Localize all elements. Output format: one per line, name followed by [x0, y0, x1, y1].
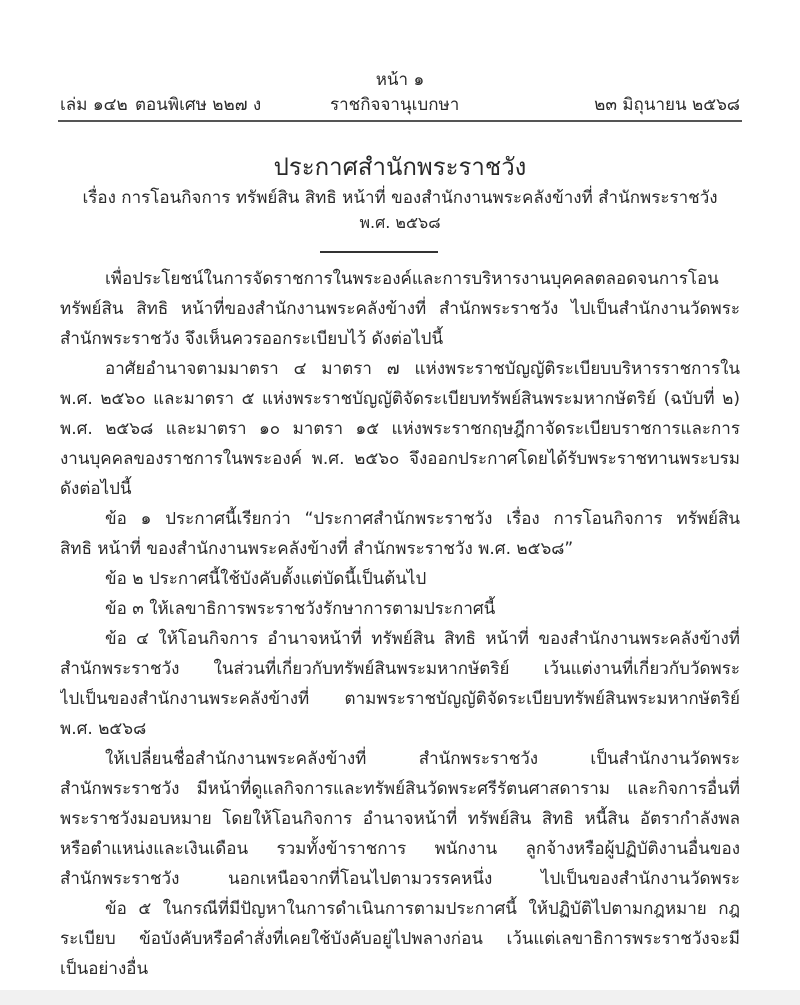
body-line: ไปเป็นของสำนักงานพระคลังข้างที่ ตามพระราชบัญญัติจัดระเบียบทรัพย์สินพระมหากษัตริย์ [60, 689, 740, 709]
header-divider [58, 120, 742, 122]
body-line: ให้เปลี่ยนชื่อสำนักงานพระคลังข้างที่ สำนักพระราชวัง เป็นสำนักงานวัดพระ [105, 749, 740, 769]
body-line: ข้อ ๒ ประกาศนี้ใช้บังคับตั้งแต่บัดนี้เป็นต้นไป [105, 569, 427, 589]
body-line: พระราชวังมอบหมาย โดยให้โอนกิจการ อำนาจหน้าที่ ทรัพย์สิน สิทธิ หนี้สิน อัตรากำลังพล [60, 809, 740, 829]
body-line: งานบุคคลของราชการในพระองค์ พ.ศ. ๒๕๖๐ จึงออกประกาศโดยได้รับพระราชทานพระบรม [60, 449, 740, 469]
gazette-header [60, 91, 740, 115]
body-line: เป็นอย่างอื่น [60, 959, 149, 979]
page-number: หน้า ๑ [375, 70, 425, 90]
document-year: พ.ศ. ๒๕๖๘ [359, 213, 441, 232]
page-bottom-edge [0, 990, 800, 1005]
body-line: หรือตำแหน่งและเงินเดือน รวมทั้งข้าราชการ พนักงาน ลูกจ้างหรือผู้ปฏิบัติงานอื่นของ [60, 839, 740, 859]
body-line: อาศัยอำนาจตามมาตรา ๔ มาตรา ๗ แห่งพระราชบัญญัติระเบียบบริหารราชการใน [105, 359, 740, 379]
volume: เล่ม ๑๔๒ [60, 95, 128, 115]
body-line: ข้อ ๑ ประกาศนี้เรียกว่า “ประกาศสำนักพระราชวัง เรื่อง การโอนกิจการ ทรัพย์สิน [105, 509, 740, 529]
body-line: พ.ศ. ๒๕๖๘ และมาตรา ๑๐ มาตรา ๑๕ แห่งพระราชกฤษฎีกาจัดระเบียบราชการและการ [60, 419, 740, 439]
body-line: ทรัพย์สิน สิทธิ หน้าที่ของสำนักงานพระคลังข้างที่ สำนักพระราชวัง ไปเป็นสำนักงานวัดพระ [60, 299, 740, 319]
body-line: สำนักพระราชวัง ในส่วนที่เกี่ยวกับทรัพย์สินพระมหากษัตริย์ เว้นแต่งานที่เกี่ยวกับวัดพระ [60, 659, 740, 679]
document-subtitle: เรื่อง การโอนกิจการ ทรัพย์สิน สิทธิ หน้าที่ ของสำนักงานพระคลังข้างที่ สำนักพระราชวัง [82, 188, 718, 208]
body-line: ข้อ ๓ ให้เลขาธิการพระราชวังรักษาการตามประกาศนี้ [105, 599, 496, 619]
issue: ตอนพิเศษ ๒๒๗ ง [135, 95, 262, 115]
body-line: พ.ศ. ๒๕๖๘ [60, 719, 147, 739]
body-line: ข้อ ๕ ในกรณีที่มีปัญหาในการดำเนินการตามประกาศนี้ ให้ปฏิบัติไปตามกฎหมาย กฎ [105, 899, 740, 919]
body-line: สำนักพระราชวัง นอกเหนือจากที่โอนไปตามวรรคหนึ่ง ไปเป็นของสำนักงานวัดพระ [60, 869, 740, 889]
document-title: ประกาศสำนักพระราชวัง [273, 153, 527, 181]
body-line: สำนักพระราชวัง มีหน้าที่ดูแลกิจการและทรัพย์สินวัดพระศรีรัตนศาสดาราม และกิจการอื่นที่ [60, 779, 740, 799]
body-line: เพื่อประโยชน์ในการจัดราชการในพระองค์และการบริหารงานบุคคลตลอดจนการโอน [105, 269, 719, 289]
body-line: ดังต่อไปนี้ [60, 479, 132, 499]
title-divider [320, 251, 438, 253]
document-body [60, 264, 740, 984]
body-line: ระเบียบ ข้อบังคับหรือคำสั่งที่เคยใช้บังคับอยู่ไปพลางก่อน เว้นแต่เลขาธิการพระราชวังจะมี [60, 929, 740, 949]
body-line: พ.ศ. ๒๕๖๐ และมาตรา ๕ แห่งพระราชบัญญัติจัดระเบียบทรัพย์สินพระมหากษัตริย์ (ฉบับที่ ๒) [60, 389, 740, 409]
publication-date: ๒๓ มิถุนายน ๒๕๖๘ [594, 95, 740, 115]
body-line: ข้อ ๔ ให้โอนกิจการ อำนาจหน้าที่ ทรัพย์สิน สิทธิ หน้าที่ ของสำนักงานพระคลังข้างที่ [105, 629, 740, 649]
body-line: สิทธิ หน้าที่ ของสำนักงานพระคลังข้างที่ สำนักพระราชวัง พ.ศ. ๒๕๖๘” [60, 539, 574, 559]
body-line: สำนักพระราชวัง จึงเห็นควรออกระเบียบไว้ ดังต่อไปนี้ [60, 329, 444, 349]
publication-name: ราชกิจจานุเบกษา [330, 95, 460, 115]
